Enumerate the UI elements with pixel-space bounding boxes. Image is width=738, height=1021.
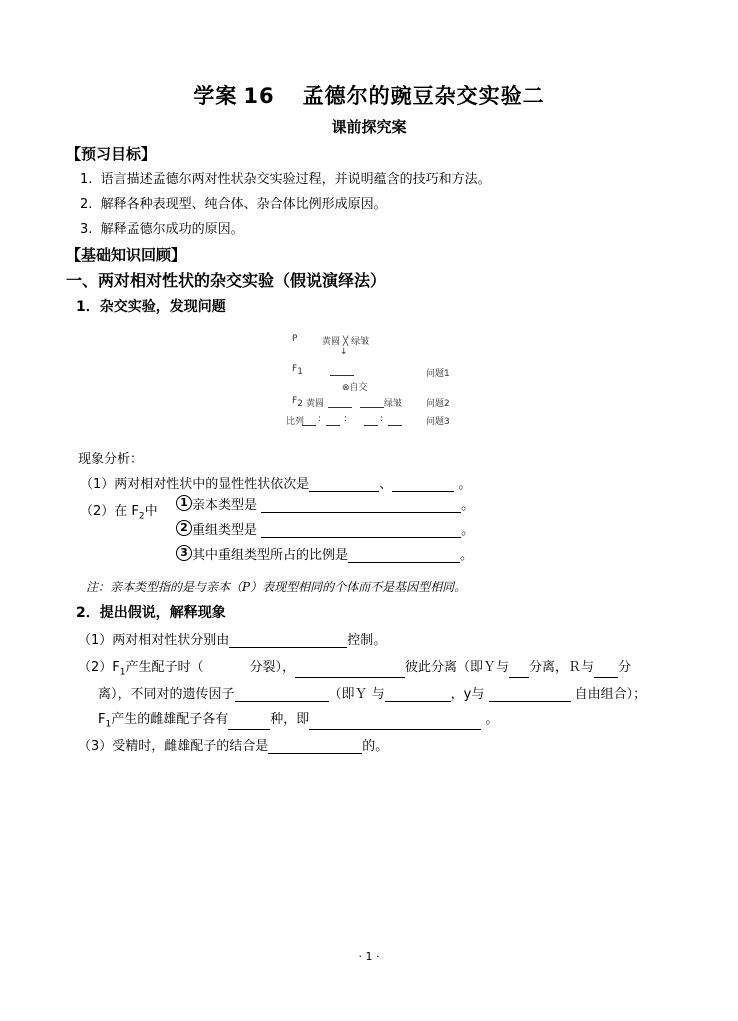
- hypothesis-2-line-3: $F_1$产生的雌雄配子各有 种，即 。: [98, 712, 499, 730]
- blank-recombinant-ratio[interactable]: [348, 548, 460, 563]
- title-main: 孟德尔的豌豆杂交实验二: [302, 84, 545, 108]
- analysis-q2-prefix: （2）在 $F_2$中: [80, 504, 158, 522]
- section1-title: 一、两对相对性状的杂交实验（假说演绎法）: [66, 271, 387, 290]
- diagram-arrow: ↓: [340, 347, 348, 357]
- hypothesis-2-line-1: $(2)F_1$产生配子时（ 分裂）， 彼此分离（即Ｙ与 分离，Ｒ与 分: [78, 660, 632, 678]
- note-text: 注：亲本类型指的是与亲本（P）表现型相同的个体而不是基因型相同。: [86, 580, 467, 594]
- diagram-q3: 问题3: [426, 417, 450, 427]
- sub1-title: 1．杂交实验，发现问题: [76, 299, 226, 315]
- sub2-title: 2．提出假说，解释现象: [76, 605, 226, 621]
- diagram-ratio-blank-2: [326, 425, 340, 426]
- diagram-q2: 问题2: [426, 399, 450, 409]
- blank-y-pair[interactable]: [509, 663, 529, 678]
- diagram-q1: 问题1: [426, 369, 450, 379]
- hypothesis-3: （3）受精时，雌雄配子的结合是 的。: [78, 739, 389, 754]
- diagram-f1-blank: [330, 375, 354, 376]
- diagram-f1: $F_1$: [292, 364, 303, 377]
- cross-diagram: P 黄圆 ╳ 绿皱 ↓ $F_1$ 问题1 ⊗自交 $F_2$ 黄圆 绿皱 问题2 比列 : : : 问题3: [286, 334, 450, 427]
- page-subtitle: 课前探究案: [331, 118, 407, 136]
- blank-fertilization[interactable]: [268, 739, 362, 754]
- diagram-ratio-blank-4: [388, 425, 402, 426]
- analysis-q2-item-3: 3 其中重组类型所占的比例是 。: [176, 544, 473, 563]
- preview-heading: 【预习目标】: [66, 145, 157, 163]
- diagram-p-cross: 黄圆 ╳ 绿皱: [322, 337, 370, 347]
- diagram-f2-first: 黄圆: [306, 399, 325, 409]
- blank-dominant-1[interactable]: [309, 477, 379, 492]
- blank-dominant-2[interactable]: [392, 477, 454, 492]
- page-number: · 1 ·: [358, 950, 380, 963]
- diagram-f2-blank-2: [360, 407, 384, 408]
- blank-lower-y-with[interactable]: [489, 687, 571, 702]
- preview-item-1: 1. 语言描述孟德尔两对性状杂交实验过程，并说明蕴含的技巧和方法。: [80, 172, 491, 187]
- blank-parental-type[interactable]: [261, 498, 461, 513]
- blank-gamete-types[interactable]: [309, 715, 481, 730]
- page-title: [0, 80, 738, 110]
- hypothesis-1: （1）两对相对性状分别由 控制。: [78, 633, 387, 648]
- diagram-ratio: 比列: [286, 417, 305, 427]
- hypothesis-2-line-2: 离），不同对的遗传因子 （即Ｙ 与 ，y与 自由组合）；: [98, 687, 647, 702]
- analysis-q2-item-2: 2 重组类型是 。: [176, 519, 474, 538]
- blank-separate-factors[interactable]: [295, 663, 405, 678]
- analysis-q1: （1）两对相对性状中的显性性状依次是 、 。: [80, 477, 472, 492]
- preview-item-2: 2. 解释各种表现型、纯合体、杂合体比例形成原因。: [80, 197, 387, 212]
- analysis-q2-item-1: 1 亲本类型是 。: [176, 494, 474, 513]
- title-prefix: 学案: [193, 84, 238, 108]
- blank-different-factors[interactable]: [235, 687, 329, 702]
- diagram-f2-last: 绿皱: [384, 399, 403, 409]
- diagram-ratio-blank-3: [364, 425, 378, 426]
- diagram-ratio-blank-1: [302, 425, 316, 426]
- preview-item-3: 3. 解释孟德尔成功的原因。: [80, 222, 244, 237]
- blank-controlled-by[interactable]: [229, 633, 347, 648]
- title-number: 16: [243, 84, 275, 108]
- diagram-f2: $F_2$: [292, 396, 303, 409]
- blank-recombinant-type[interactable]: [261, 523, 461, 538]
- blank-y-with[interactable]: [385, 687, 451, 702]
- review-heading: 【基础知识回顾】: [66, 246, 187, 264]
- blank-gamete-count[interactable]: [228, 715, 270, 730]
- diagram-selfing: ⊗自交: [342, 383, 368, 393]
- analysis-label: 现象分析：: [78, 452, 144, 467]
- diagram-p: P: [292, 334, 298, 344]
- blank-r-pair[interactable]: [594, 663, 618, 678]
- diagram-f2-blank-1: [328, 407, 352, 408]
